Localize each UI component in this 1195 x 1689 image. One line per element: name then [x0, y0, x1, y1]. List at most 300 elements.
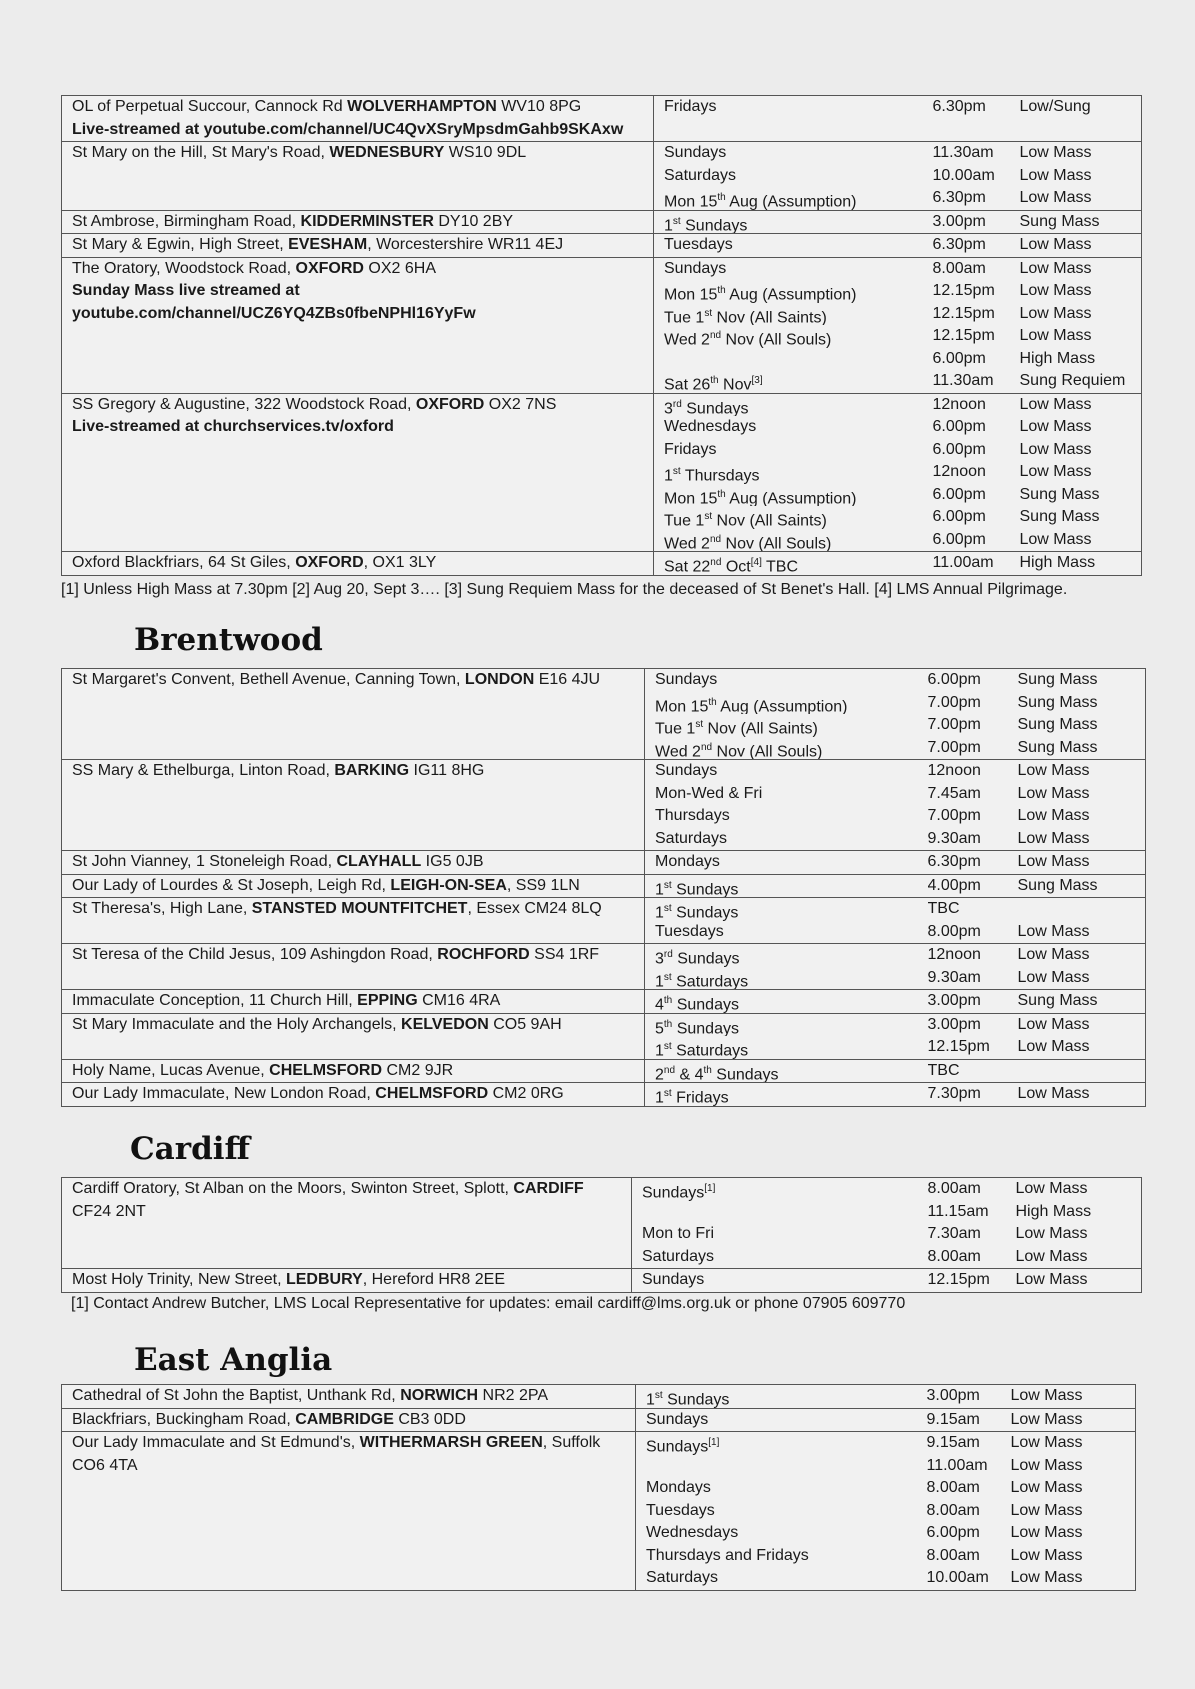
service-day-cell	[645, 944, 928, 990]
service-time: 3.00pm	[932, 212, 986, 230]
venue-line	[72, 898, 638, 921]
venue-line	[72, 1409, 629, 1432]
table-row	[62, 944, 1146, 990]
service-type-cell	[1018, 1059, 1146, 1083]
service-type-cell	[1016, 1178, 1142, 1269]
service-time: 12.15pm	[927, 1038, 990, 1055]
service-day: 1st Thursdays	[664, 466, 760, 484]
service-time: 6.00pm	[932, 349, 986, 367]
service-time: 8.00pm	[927, 922, 981, 940]
service-day: Wednesdays	[664, 418, 757, 435]
service-time-cell	[928, 944, 1018, 990]
venue-line	[72, 990, 638, 1013]
service-time-cell	[933, 96, 1020, 142]
service-day-cell	[636, 1432, 927, 1591]
service-type-cell	[1018, 990, 1146, 1014]
service-day-cell	[645, 874, 928, 898]
service-day-cell	[636, 1385, 927, 1409]
venue-text: Our Lady of Lourdes & St Joseph, Leigh Rd,	[72, 876, 391, 894]
venue-text: Cardiff Oratory, St Alban on the Moors, Swinton Street, Splott,	[72, 1180, 514, 1197]
service-time: 11.30am	[932, 372, 994, 389]
venue-line	[72, 280, 647, 303]
venue-line	[72, 258, 647, 281]
venue-town: OXFORD	[295, 554, 364, 571]
venue-line	[72, 119, 647, 142]
service-day: 1st Sundays	[664, 215, 748, 233]
service-time: 12.15pm	[932, 327, 995, 344]
venue-line	[72, 394, 647, 417]
service-type: Low Mass	[1017, 829, 1090, 847]
venue-text: , Hereford HR8 2EE	[362, 1271, 506, 1288]
service-day-cell	[654, 142, 933, 211]
service-time: 12.15pm	[927, 1271, 990, 1288]
table-row	[62, 760, 1146, 851]
service-day: Mon-Wed & Fri	[655, 784, 763, 802]
venue-text: OX2 7NS	[484, 395, 557, 413]
service-day: Fridays	[664, 440, 717, 458]
service-time: 6.00pm	[932, 508, 986, 525]
venue-text: DY10 2BY	[433, 212, 514, 230]
venue-line	[72, 552, 647, 575]
service-time-cell	[928, 669, 1018, 760]
service-time: 7.00pm	[927, 738, 981, 756]
table-row	[62, 393, 1142, 552]
venue-cell	[62, 851, 645, 875]
venue-town: WITHERMARSH GREEN	[359, 1434, 543, 1451]
service-time-cell	[928, 760, 1018, 851]
footnote: [1] Contact Andrew Butcher, LMS Local Representative for updates: email cardiff@lms.org.uk or phone 07905 609770	[71, 1295, 906, 1312]
table-row	[62, 210, 1142, 234]
service-type: Low/Sung	[1019, 98, 1091, 115]
venue-text: St Ambrose, Birmingham Road,	[72, 212, 301, 230]
venue-town: STANSTED MOUNTFITCHET	[251, 900, 468, 917]
venue-text: IG5 0JB	[421, 853, 484, 870]
service-day-cell	[654, 552, 933, 576]
service-time: 6.30pm	[932, 189, 986, 206]
table-row	[62, 1385, 1136, 1409]
table-row	[62, 1013, 1146, 1059]
service-time: 8.00am	[926, 1546, 980, 1564]
table-row	[62, 96, 1142, 142]
venue-town: youtube.com/channel/UCZ6YQ4ZBs0fbeNPHl16YyFw	[72, 304, 476, 322]
service-day: Fridays	[664, 98, 717, 115]
venue-line	[72, 851, 638, 874]
venue-town: WOLVERHAMPTON	[347, 98, 497, 115]
venue-cell	[62, 1178, 632, 1269]
table-row	[62, 874, 1146, 898]
service-type: Low Mass	[1010, 1546, 1083, 1564]
service-type-cell	[1020, 96, 1142, 142]
service-day: 5th Sundays	[655, 1018, 739, 1036]
service-time: 6.00pm	[932, 530, 986, 548]
venue-text: SS Mary & Ethelburga, Linton Road,	[72, 762, 335, 779]
service-type: Low Mass	[1017, 762, 1090, 779]
service-time: 6.00pm	[932, 440, 986, 458]
service-type: High Mass	[1015, 1202, 1092, 1220]
service-time: 11.00am	[926, 1456, 988, 1474]
table-row	[62, 552, 1142, 576]
venue-text: WV10 8PG	[496, 98, 582, 115]
venue-text: CF24 2NT	[72, 1202, 146, 1220]
service-day: Tuesdays	[664, 236, 733, 253]
service-day-cell	[654, 234, 933, 258]
service-time: 9.15am	[926, 1434, 980, 1451]
service-day: Wednesdays	[646, 1524, 739, 1541]
service-day: Sundays	[664, 259, 727, 277]
service-type	[1018, 898, 1140, 921]
service-type-cell	[1020, 393, 1142, 552]
venue-text: Immaculate Conception, 11 Church Hill,	[72, 992, 358, 1009]
venue-cell	[62, 234, 654, 258]
service-type-cell	[1020, 142, 1142, 211]
service-day: 2nd & 4th Sundays	[655, 1064, 779, 1082]
service-time: 6.00pm	[927, 671, 981, 688]
service-time-cell	[933, 234, 1020, 258]
venue-line	[72, 142, 647, 165]
service-type-cell	[1011, 1432, 1136, 1591]
venue-town: OXFORD	[295, 259, 364, 277]
service-type: Low Mass	[1017, 1085, 1090, 1102]
service-time-cell	[928, 1083, 1018, 1107]
service-type: Low Mass	[1010, 1501, 1083, 1519]
service-day: 4th Sundays	[655, 995, 739, 1013]
venue-text: CM2 9JR	[382, 1061, 454, 1079]
service-time-cell	[928, 1059, 1018, 1083]
venue-town: CHELMSFORD	[375, 1085, 489, 1102]
service-time: 10.00am	[926, 1569, 989, 1586]
venue-town: EVESHAM	[288, 236, 368, 253]
service-type: Low Mass	[1017, 922, 1090, 940]
service-time: 8.00am	[926, 1479, 980, 1496]
service-type: Low Mass	[1015, 1271, 1088, 1288]
service-day: 1st Sundays	[646, 1390, 730, 1408]
service-time: 8.00am	[927, 1247, 981, 1265]
service-day	[664, 348, 927, 371]
service-type: Sung Requiem	[1019, 372, 1126, 389]
service-type: Low Mass	[1017, 807, 1090, 824]
service-day-cell	[654, 96, 933, 142]
venue-text: St Theresa's, High Lane,	[72, 900, 252, 917]
service-day: Mon 15th Aug (Assumption)	[664, 488, 857, 506]
venue-text: , OX1 3LY	[363, 554, 437, 571]
service-day: Mondays	[646, 1479, 711, 1496]
table-row	[62, 142, 1142, 211]
section-heading-brentwood: Brentwood	[134, 622, 323, 658]
service-type: Low Mass	[1010, 1434, 1083, 1451]
service-day: 3rd Sundays	[655, 949, 740, 967]
venue-line	[72, 1201, 625, 1224]
service-type-cell	[1018, 1083, 1146, 1107]
service-time-cell	[933, 257, 1020, 393]
service-day: Sundays	[655, 762, 718, 779]
service-day: Sundays	[646, 1410, 709, 1428]
venue-text: SS4 1RF	[529, 946, 600, 963]
service-type: Low Mass	[1019, 236, 1092, 253]
service-time: 11.30am	[932, 144, 994, 161]
table-row	[62, 851, 1146, 875]
table-row	[62, 1178, 1142, 1269]
service-day: Wed 2nd Nov (All Souls)	[664, 330, 832, 348]
service-day: Mon to Fri	[642, 1225, 715, 1242]
venue-town: EPPING	[357, 992, 418, 1009]
venue-text: OX2 6HA	[363, 259, 436, 277]
venue-line	[72, 1178, 625, 1201]
service-day: Wed 2nd Nov (All Souls)	[664, 533, 832, 551]
service-day: 1st Sundays	[655, 879, 739, 897]
service-type: Low Mass	[1019, 282, 1092, 299]
venue-cell	[62, 990, 645, 1014]
service-type-cell	[1018, 851, 1146, 875]
venue-line	[72, 1083, 638, 1106]
venue-text: SS Gregory & Augustine, 322 Woodstock Road,	[72, 395, 416, 413]
venue-town: KELVEDON	[401, 1015, 489, 1033]
venue-text: St John Vianney, 1 Stoneleigh Road,	[72, 853, 337, 870]
service-day-cell	[645, 669, 928, 760]
service-type: High Mass	[1019, 349, 1096, 367]
venue-cell	[62, 1013, 645, 1059]
service-type-cell	[1018, 1013, 1146, 1059]
service-day: Sundays	[642, 1271, 705, 1288]
service-time: 8.00am	[926, 1501, 980, 1519]
venue-line	[72, 303, 647, 326]
section-heading-cardiff: Cardiff	[130, 1131, 250, 1167]
venue-text: Holy Name, Lucas Avenue,	[72, 1061, 270, 1079]
service-type: Low Mass	[1010, 1524, 1083, 1541]
service-type: Low Mass	[1015, 1247, 1088, 1265]
service-time: 12.15pm	[932, 282, 995, 299]
venue-text: WS10 9DL	[444, 144, 527, 161]
service-time: 7.00pm	[927, 716, 981, 733]
venue-text: , SS9 1LN	[506, 876, 580, 894]
venue-line	[72, 1432, 629, 1455]
venue-text: E16 4JU	[534, 671, 601, 688]
venue-text: IG11 8HG	[409, 762, 485, 779]
section-brentwood	[61, 668, 1146, 1107]
service-day: Sat 26th Nov[3]	[664, 375, 763, 393]
table-row	[62, 234, 1142, 258]
service-time: 8.00am	[932, 259, 986, 277]
service-type: Low Mass	[1017, 946, 1090, 963]
venue-town: BARKING	[334, 762, 410, 779]
service-time-cell	[927, 1432, 1011, 1591]
venue-cell	[62, 944, 645, 990]
venue-text: St Margaret's Convent, Bethell Avenue, Canning Town,	[72, 671, 465, 688]
service-time: 9.15am	[926, 1410, 980, 1428]
venue-cell	[62, 552, 654, 576]
service-type-cell	[1018, 760, 1146, 851]
table-row	[62, 898, 1146, 944]
service-type-cell	[1020, 257, 1142, 393]
venue-text: Oxford Blackfriars, 64 St Giles,	[72, 554, 296, 571]
schedule-table	[61, 668, 1146, 1107]
service-type: Sung Mass	[1017, 992, 1098, 1009]
service-type: Sung Mass	[1017, 876, 1098, 894]
service-time: 12noon	[927, 762, 981, 779]
venue-cell	[62, 1083, 645, 1107]
venue-text: The Oratory, Woodstock Road,	[72, 259, 296, 277]
venue-text: Our Lady Immaculate, New London Road,	[72, 1085, 376, 1102]
service-day: Sundays	[655, 671, 718, 688]
service-time: 6.00pm	[926, 1524, 980, 1541]
venue-cell	[62, 669, 645, 760]
service-day: Wed 2nd Nov (All Souls)	[655, 741, 823, 759]
venue-cell	[62, 257, 654, 393]
service-time-cell	[928, 990, 1018, 1014]
service-day: Sundays	[664, 144, 727, 161]
service-day-cell	[645, 1013, 928, 1059]
schedule-table	[61, 1177, 1142, 1293]
venue-line	[72, 669, 638, 692]
section-top	[61, 95, 1142, 598]
venue-text: St Mary on the Hill, St Mary's Road,	[72, 144, 330, 161]
service-day: Sundays[1]	[642, 1183, 716, 1201]
venue-town: Live-streamed at churchservices.tv/oxford	[72, 418, 394, 435]
service-day-cell	[645, 898, 928, 944]
service-day: Mon 15th Aug (Assumption)	[655, 696, 848, 714]
venue-text: Most Holy Trinity, New Street,	[72, 1271, 286, 1288]
venue-text: Cathedral of St John the Baptist, Unthank Rd,	[72, 1387, 401, 1404]
venue-text: CO5 9AH	[488, 1015, 562, 1033]
service-time-cell	[928, 1269, 1016, 1293]
service-type: Sung Mass	[1017, 738, 1098, 756]
service-type: Low Mass	[1019, 144, 1092, 161]
service-day: Tue 1st Nov (All Saints)	[664, 511, 827, 529]
service-type: Low Mass	[1010, 1410, 1083, 1428]
table-row	[62, 1083, 1146, 1107]
venue-cell	[62, 874, 645, 898]
venue-cell	[62, 898, 645, 944]
service-time: 6.00pm	[932, 485, 986, 503]
venue-line	[72, 1455, 629, 1478]
service-day-cell	[645, 990, 928, 1014]
service-day-cell	[645, 1083, 928, 1107]
table-row	[62, 1432, 1136, 1591]
service-time: 4.00pm	[927, 876, 981, 894]
service-time: TBC	[927, 1061, 960, 1079]
service-time: 12noon	[927, 946, 981, 963]
service-time-cell	[933, 552, 1020, 576]
service-time: 3.00pm	[926, 1387, 980, 1404]
service-type: Low Mass	[1019, 418, 1092, 435]
venue-cell	[62, 1432, 636, 1591]
venue-line	[72, 1269, 625, 1292]
venue-cell	[62, 210, 654, 234]
service-day: Mondays	[655, 853, 720, 870]
service-time: 7.00pm	[927, 693, 981, 711]
service-type: Low Mass	[1019, 327, 1092, 344]
service-time-cell	[927, 1408, 1011, 1432]
venue-town: LEIGH-ON-SEA	[390, 876, 507, 894]
service-type: Low Mass	[1019, 440, 1092, 458]
service-day: 1st Saturdays	[655, 971, 749, 989]
service-type: Low Mass	[1017, 968, 1090, 986]
service-type: Sung Mass	[1019, 212, 1100, 230]
service-time-cell	[928, 874, 1018, 898]
table-row	[62, 257, 1142, 393]
service-type: Low Mass	[1019, 166, 1092, 184]
venue-cell	[62, 1408, 636, 1432]
venue-town: CARDIFF	[513, 1180, 584, 1197]
venue-town: Sunday Mass live streamed at	[72, 282, 300, 299]
service-day-cell	[654, 210, 933, 234]
venue-text: , Worcestershire WR11 4EJ	[367, 236, 564, 253]
service-time-cell	[928, 851, 1018, 875]
service-type: Low Mass	[1017, 1015, 1090, 1033]
service-time: 10.00am	[932, 166, 995, 184]
service-day: Saturdays	[655, 829, 728, 847]
table-row	[62, 1269, 1142, 1293]
service-time-cell	[933, 142, 1020, 211]
venue-cell	[62, 142, 654, 211]
service-type: Low Mass	[1017, 853, 1090, 870]
service-day-cell	[632, 1178, 928, 1269]
service-day: Mon 15th Aug (Assumption)	[664, 192, 857, 210]
venue-cell	[62, 1059, 645, 1083]
service-day-cell	[636, 1408, 927, 1432]
service-time: 9.30am	[927, 829, 981, 847]
footnote: [1] Unless High Mass at 7.30pm [2] Aug 20, Sept 3…. [3] Sung Requiem Mass for the deceased of St Benet's Hall. [4] LMS Annual Pilgrimage.	[61, 581, 1068, 598]
venue-line	[72, 416, 647, 439]
service-type: Low Mass	[1019, 189, 1092, 206]
venue-text: OL of Perpetual Succour, Cannock Rd	[72, 98, 348, 115]
service-time: 9.30am	[927, 968, 981, 986]
service-type-cell	[1020, 210, 1142, 234]
venue-text: Blackfriars, Buckingham Road,	[72, 1410, 296, 1428]
table-row	[62, 990, 1146, 1014]
service-type-cell	[1018, 874, 1146, 898]
service-time: 7.30am	[927, 1225, 981, 1242]
service-day: 1st Fridays	[655, 1088, 729, 1106]
service-time: 7.00pm	[927, 807, 981, 824]
service-type-cell	[1011, 1408, 1136, 1432]
service-time: 3.00pm	[927, 1015, 981, 1033]
service-day: Mon 15th Aug (Assumption)	[664, 285, 857, 303]
table-row	[62, 1059, 1146, 1083]
venue-town: ROCHFORD	[437, 946, 530, 963]
service-time: 6.30pm	[927, 853, 981, 870]
schedule-table	[61, 1384, 1136, 1591]
service-day: Saturdays	[664, 166, 737, 184]
venue-text: CM2 0RG	[488, 1085, 564, 1102]
service-time: 11.00am	[932, 554, 994, 571]
service-type: Low Mass	[1010, 1569, 1083, 1586]
service-type: Low Mass	[1017, 784, 1090, 802]
service-day	[646, 1455, 921, 1478]
venue-line	[72, 1060, 638, 1083]
venue-text: Our Lady Immaculate and St Edmund's,	[72, 1434, 360, 1451]
schedule-table	[61, 95, 1142, 576]
section-heading-east-anglia: East Anglia	[134, 1342, 333, 1378]
venue-line	[72, 234, 647, 257]
service-time: TBC	[927, 900, 960, 917]
service-type-cell	[1018, 944, 1146, 990]
venue-text: NR2 2PA	[478, 1387, 549, 1404]
table-row	[62, 669, 1146, 760]
service-time: 12.15pm	[932, 304, 995, 322]
service-type: Low Mass	[1019, 259, 1092, 277]
venue-town: OXFORD	[415, 395, 485, 413]
venue-town: WEDNESBURY	[329, 144, 445, 161]
service-type-cell	[1020, 234, 1142, 258]
service-type: Low Mass	[1019, 530, 1092, 548]
venue-line	[72, 211, 647, 234]
service-type-cell	[1018, 898, 1146, 944]
venue-line	[72, 1014, 638, 1037]
venue-line	[72, 760, 638, 783]
service-time: 12noon	[932, 395, 986, 413]
service-day: 3rd Sundays	[664, 398, 749, 416]
section-cardiff	[61, 1177, 1142, 1312]
